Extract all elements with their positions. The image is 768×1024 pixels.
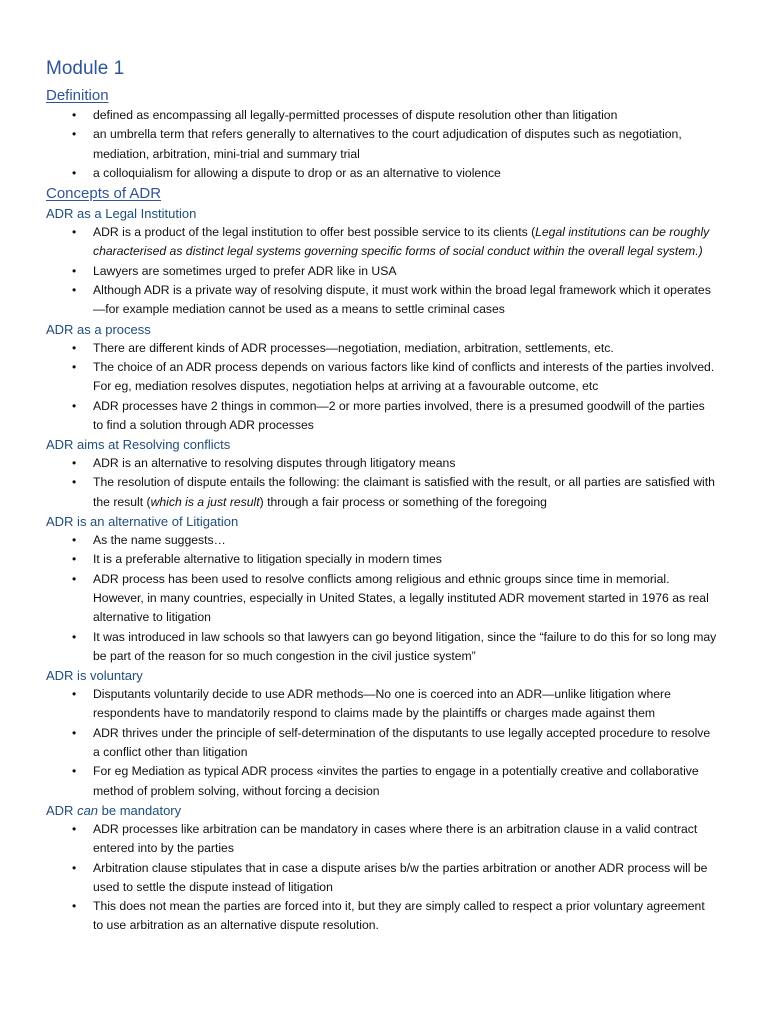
list-item: • defined as encompassing all legally-permitted processes of dispute resolution other than litigation [46, 106, 718, 125]
definition-heading: Definition [46, 87, 109, 104]
list-item: • The resolution of dispute entails the following: the claimant is satisfied with the result, or all parties are satisfied with the result (which is a just result) through a fair process or something of the foregoing [72, 475, 715, 509]
bullet-icon: • [72, 552, 77, 567]
list-item: • Disputants voluntarily decide to use ADR methods—No one is coerced into an ADR—unlike litigation where respondents have to mandatorily respond to claims made by the plaintiffs or charges made against them [72, 687, 671, 721]
bullet-icon: • [72, 108, 77, 122]
bullet-icon: • [72, 398, 77, 413]
bullet-icon: • [72, 860, 77, 875]
list-item: • ADR process has been used to resolve conflicts among religious and ethnic groups since time in memorial. However, in many countries, especially in United States, a legally instituted ADR movement started in 1976 as real alternative to litigation [72, 571, 709, 625]
list-item: • Arbitration clause stipulates that in case a dispute arises b/w the parties arbitration or another ADR process will be used to settle the dispute instead of litigation [72, 860, 708, 894]
process-list [46, 339, 718, 435]
bullet-icon: • [72, 225, 77, 240]
list-item: • ADR is an alternative to resolving disputes through litigatory means [46, 454, 718, 473]
list-item: • As the name suggests… [46, 531, 718, 550]
list-item: • It is a preferable alternative to litigation specially in modern times [46, 550, 718, 569]
list-item: • This does not mean the parties are forced into it, but they are simply called to respect a prior voluntary agreement to use arbitration as an alternative dispute resolution. [72, 899, 705, 933]
resolving-list [46, 454, 718, 512]
list-item: • Although ADR is a private way of resolving dispute, it must work within the broad legal framework which it operates—for example mediation cannot be used as a means to settle criminal cases [72, 283, 711, 317]
list-item: • ADR is a product of the legal institution to offer best possible service to its clients (Legal institutions can be roughly characterised as distinct legal systems governing specific forms of social conduct within the overall legal system.) [72, 225, 710, 259]
list-item: • It was introduced in law schools so that lawyers can go beyond litigation, since the “failure to do this for so long may be part of the reason for so much congestion in the civil justice system” [72, 629, 717, 663]
voluntary-list [46, 685, 718, 801]
list-item: • For eg Mediation as typical ADR process «invites the parties to engage in a potentially creative and collaborative method of problem solving, without forcing a decision [72, 764, 699, 798]
bullet-icon: • [72, 687, 77, 702]
legal-institution-heading: ADR as a Legal Institution [46, 206, 197, 222]
litigation-list [46, 531, 718, 666]
list-item: • ADR thrives under the principle of self-determination of the disputants to use legally accepted procedure to resolve a conflict other than litigation [72, 725, 711, 760]
bullet-icon: • [72, 764, 77, 779]
bullet-icon: • [72, 283, 77, 298]
bullet-icon: • [72, 899, 77, 914]
mandatory-list [46, 820, 718, 936]
document-page [46, 56, 718, 936]
list-item: • ADR processes have 2 things in common—2 or more parties involved, there is a presumed goodwill of the parties to find a solution through ADR processes [72, 398, 705, 432]
list-item: • a colloquialism for allowing a dispute to drop or as an alternative to violence [46, 164, 718, 183]
bullet-icon: • [72, 165, 77, 180]
bullet-icon: • [72, 456, 77, 471]
list-item: • There are different kinds of ADR processes—negotiation, mediation, arbitration, settlements, etc. [46, 339, 718, 358]
definition-list [46, 106, 718, 183]
legal-institution-list [46, 223, 718, 319]
concepts-heading: Concepts of ADR [46, 185, 162, 203]
process-heading: ADR as a process [46, 321, 151, 337]
bullet-icon: • [72, 821, 77, 836]
mandatory-heading: ADR can be mandatory [46, 802, 182, 818]
bullet-icon: • [72, 263, 77, 278]
resolving-heading: ADR aims at Resolving conflicts [46, 437, 231, 453]
bullet-icon: • [72, 629, 77, 644]
bullet-icon: • [72, 340, 77, 355]
bullet-icon: • [72, 725, 77, 740]
module-title: Module 1 [46, 58, 125, 79]
list-item: • Lawyers are sometimes urged to prefer ADR like in USA [46, 262, 718, 281]
list-item: • The choice of an ADR process depends on various factors like kind of conflicts and interests of the parties involved. For eg, mediation resolves disputes, negotiation helps at arriving at a favourable outcome, etc [72, 359, 715, 394]
bullet-icon: • [72, 475, 77, 490]
bullet-icon: • [72, 533, 77, 548]
bullet-icon: • [72, 127, 77, 142]
bullet-icon: • [72, 359, 77, 374]
list-item: • an umbrella term that refers generally to alternatives to the court adjudication of disputes such as negotiation, mediation, arbitration, mini-trial and summary trial [72, 127, 682, 161]
bullet-icon: • [72, 571, 77, 586]
voluntary-heading: ADR is voluntary [46, 668, 143, 684]
litigation-heading: ADR is an alternative of Litigation [46, 514, 239, 530]
list-item: • ADR processes like arbitration can be mandatory in cases where there is an arbitration clause in a valid contract entered into by the parties [72, 821, 698, 856]
